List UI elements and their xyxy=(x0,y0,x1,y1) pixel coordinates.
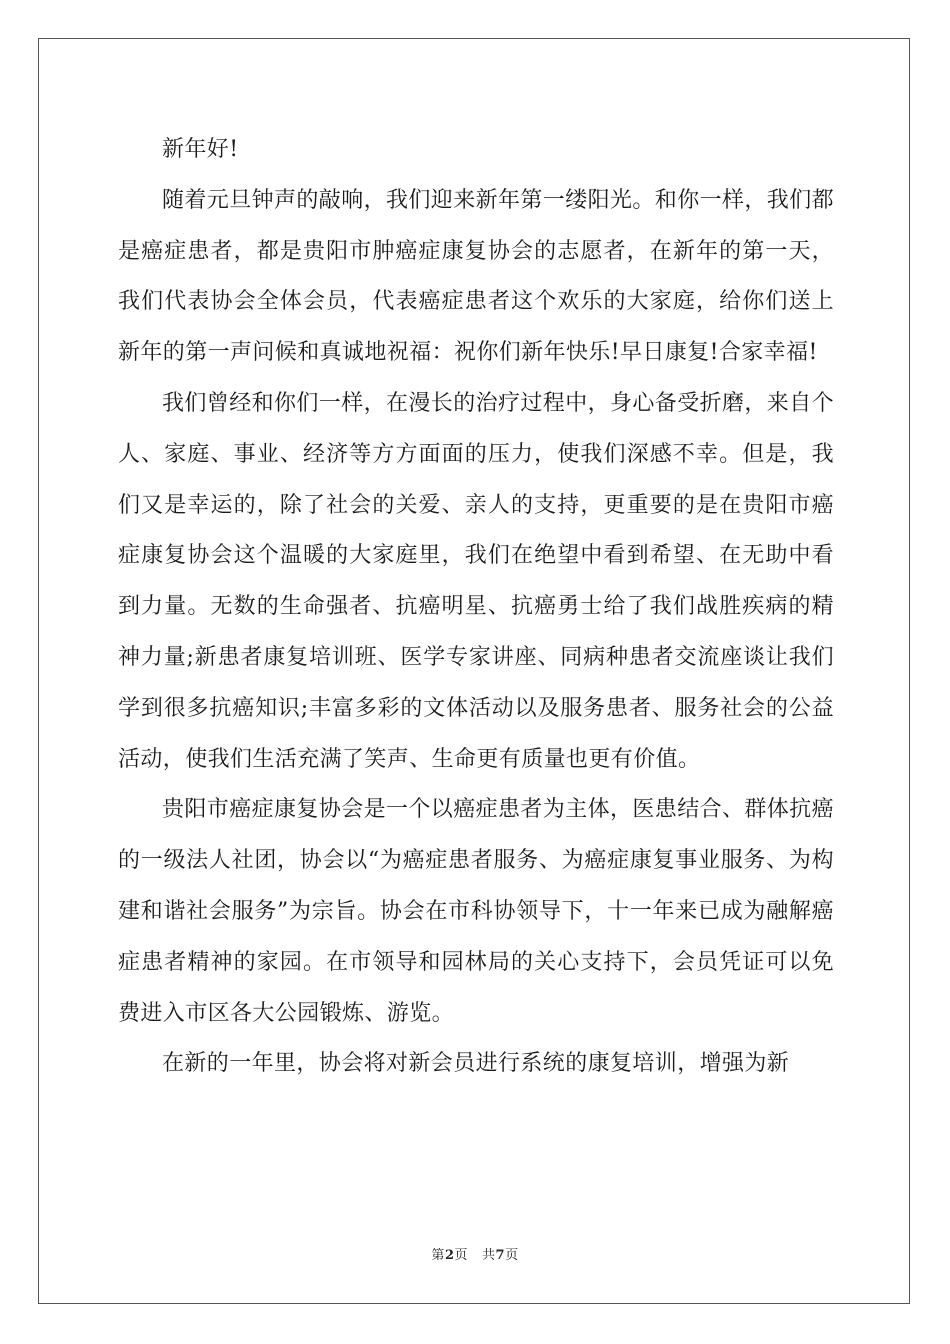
page-number: 2 xyxy=(444,1248,455,1263)
document-body xyxy=(118,125,834,1090)
page-footer xyxy=(0,1244,950,1263)
page-prefix: 第 xyxy=(431,1248,445,1263)
total-pages: 7 xyxy=(495,1248,506,1263)
page-suffix: 页 xyxy=(454,1248,468,1263)
total-prefix: 共 xyxy=(482,1248,496,1263)
paragraph-experience: 我们曾经和你们一样，在漫长的治疗过程中，身心备受折磨，来自个人、家庭、事业、经济等方方面面的压力，使我们深感不幸。但是，我们又是幸运的，除了社会的关爱、亲人的支持，更重要的是在贵阳市癌症康复协会这个温暖的大家庭里，我们在绝望中看到希望、在无助中看到力量。无数的生命强者、抗癌明星、抗癌勇士给了我们战胜疾病的精神力量;新患者康复培训班、医学专家讲座、同病种患者交流座谈让我们学到很多抗癌知识;丰富多彩的文体活动以及服务患者、服务社会的公益活动，使我们生活充满了笑声、生命更有质量也更有价值。 xyxy=(118,390,835,772)
paragraph-new-year-plan: 在新的一年里，协会将对新会员进行系统的康复培训，增强为新 xyxy=(162,1051,790,1077)
paragraph-new-year-wishes: 随着元旦钟声的敲响，我们迎来新年第一缕阳光。和你一样，我们都是癌症患者，都是贵阳市肿癌症康复协会的志愿者，在新年的第一天，我们代表协会全体会员，代表癌症患者这个欢乐的大家庭，给你们送上新年的第一声问候和真诚地祝福：祝你们新年快乐!早日康复!合家幸福! xyxy=(118,187,835,366)
paragraph-greeting: 新年好! xyxy=(162,137,239,162)
paragraph-association-intro: 贵阳市癌症康复协会是一个以癌症患者为主体，医患结合、群体抗癌的一级法人社团，协会以“为癌症患者服务、为癌症康复事业服务、为构建和谐社会服务”为宗旨。协会在市科协领导下，十一年来已成为融解癌症患者精神的家园。在市领导和园林局的关心支持下，会员凭证可以免费进入市区各大公园锻炼、游览。 xyxy=(118,797,835,1026)
total-suffix: 页 xyxy=(505,1248,519,1263)
